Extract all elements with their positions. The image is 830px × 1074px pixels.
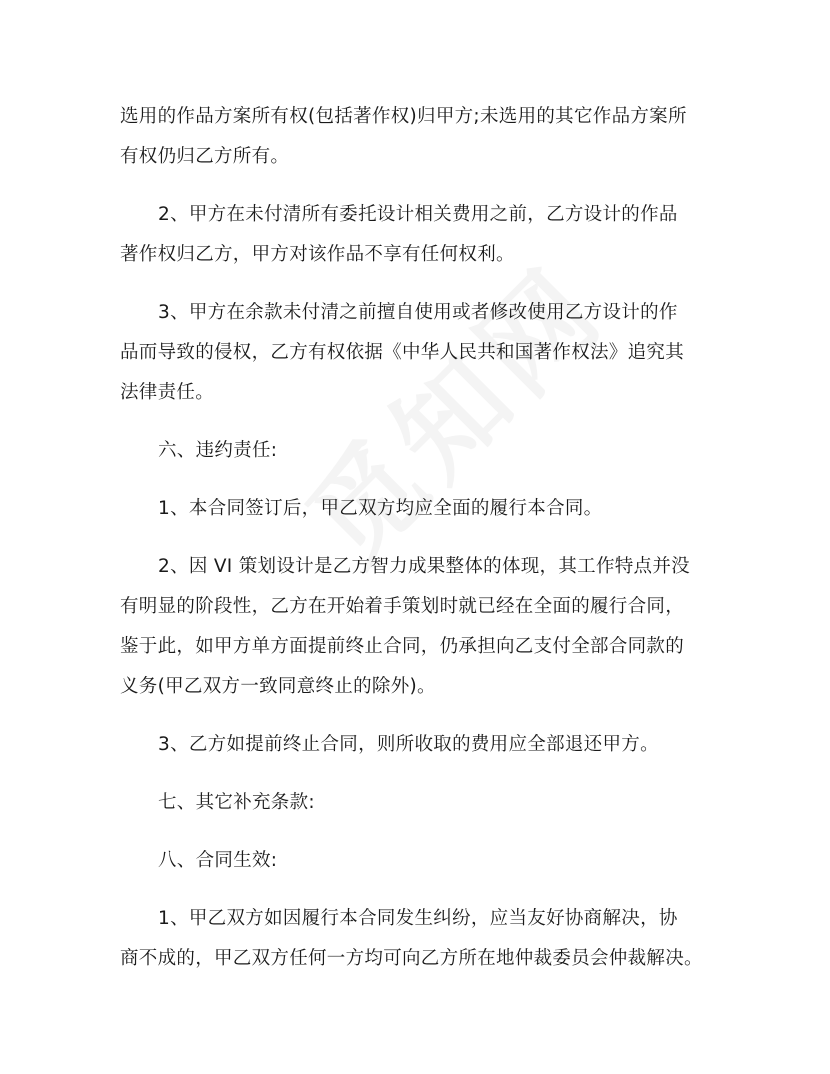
text-line: 2、甲方在未付清所有委托设计相关费用之前，乙方设计的作品 — [158, 204, 678, 225]
text-line: 品而导致的侵权，乙方有权依据《中华人民共和国著作权法》追究其 — [120, 342, 685, 363]
paragraph — [120, 431, 720, 471]
text-line: 有明显的阶段性，乙方在开始着手策划时就已经在全面的履行合同， — [120, 596, 685, 617]
paragraph — [120, 97, 720, 177]
text-line: 义务(甲乙双方一致同意终止的除外)。 — [120, 676, 436, 697]
text-line: 七、其它补充条款: — [158, 792, 315, 813]
paragraph — [120, 293, 720, 413]
paragraph — [120, 725, 720, 765]
text-line: 六、违约责任: — [158, 440, 278, 461]
document-body — [120, 97, 720, 997]
text-line: 2、因 VI 策划设计是乙方智力成果整体的体现，其工作特点并没 — [158, 556, 690, 577]
paragraph — [120, 899, 720, 979]
paragraph — [120, 547, 720, 707]
text-line: 鉴于此，如甲方单方面提前终止合同，仍承担向乙支付全部合同款的 — [120, 636, 685, 657]
text-line: 有权仍归乙方所有。 — [120, 146, 290, 167]
text-line: 著作权归乙方，甲方对该作品不享有任何权利。 — [120, 244, 515, 265]
text-line: 1、本合同签订后，甲乙双方均应全面的履行本合同。 — [158, 498, 603, 519]
text-line: 3、乙方如提前终止合同，则所收取的费用应全部退还甲方。 — [158, 734, 659, 755]
text-line: 1、甲乙双方如因履行本合同发生纠纷，应当友好协商解决，协 — [158, 908, 678, 929]
text-line: 八、合同生效: — [158, 850, 278, 871]
text-line: 3、甲方在余款未付清之前擅自使用或者修改使用乙方设计的作 — [158, 302, 678, 323]
paragraph — [120, 489, 720, 529]
paragraph — [120, 195, 720, 275]
paragraph — [120, 841, 720, 881]
text-line: 商不成的，甲乙双方任何一方均可向乙方所在地仲裁委员会仲裁解决。 — [120, 948, 703, 969]
paragraph — [120, 783, 720, 823]
text-line: 选用的作品方案所有权(包括著作权)归甲方;未选用的其它作品方案所 — [120, 106, 687, 127]
text-line: 法律责任。 — [120, 382, 215, 403]
